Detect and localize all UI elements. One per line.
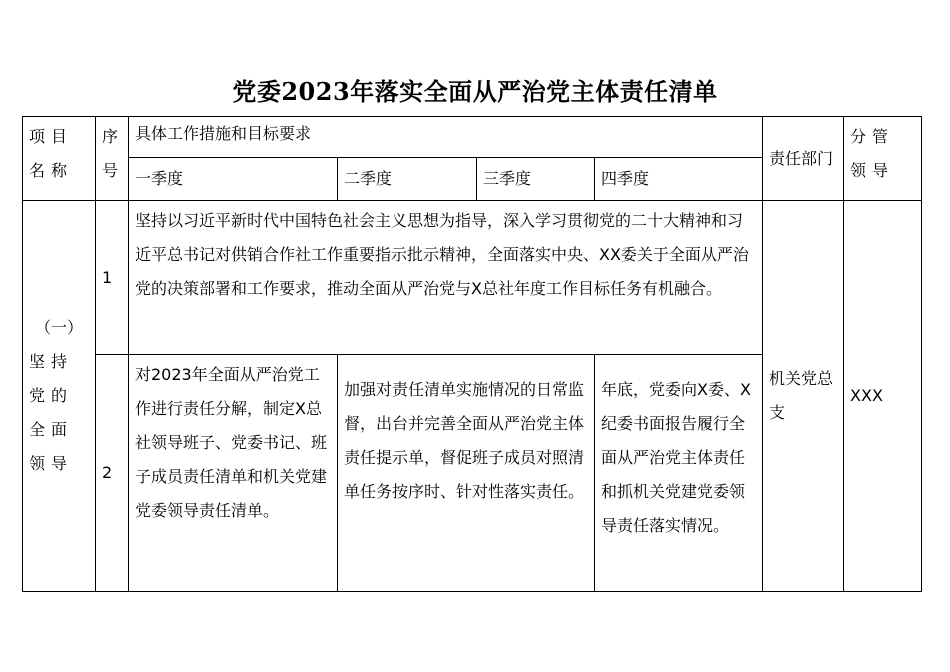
header-leader: 分管领导 (844, 117, 922, 201)
section-number: （一） (34, 318, 83, 337)
row-seq: 1 (96, 201, 129, 355)
section-cell (23, 201, 96, 592)
row-q2-q3-text: 加强对责任清单实施情况的日常监督，出台并完善全面从严治党主体责任提示单，督促班子成员对照清单任务按序时、针对性落实责任。 (338, 355, 595, 592)
document-title: 党委2023年落实全面从严治党主体责任清单 (232, 77, 718, 106)
header-dept: 责任部门 (763, 117, 844, 201)
table-row (23, 201, 922, 355)
responsibility-table (22, 116, 922, 592)
row-q4-text: 年底，党委向X委、X纪委书面报告履行全面从严治党主体责任和抓机关党建党委领导责任落实情况。 (595, 355, 763, 592)
header-seq: 序号 (96, 117, 129, 201)
row-seq: 2 (96, 355, 129, 592)
row-q1-text: 对2023年全面从严治党工作进行责任分解，制定X总社领导班子、党委书记、班子成员责任清单和机关党建党委领导责任清单。 (129, 355, 338, 592)
header-q4: 四季度 (595, 158, 763, 201)
header-measures: 具体工作措施和目标要求 (129, 117, 763, 158)
header-row (23, 117, 922, 158)
header-q3: 三季度 (477, 158, 595, 201)
row-measure-text: 坚持以习近平新时代中国特色社会主义思想为指导，深入学习贯彻党的二十大精神和习近平总书记对供销合作社工作重要指示批示精神，全面落实中央、XX委关于全面从严治党的决策部署和工作要求，推动全面从严治党与X总社年度工作目标任务有机融合。 (129, 201, 763, 355)
header-q2: 二季度 (338, 158, 477, 201)
header-project-name: 项目名称 (23, 117, 96, 201)
section-dept: 机关党总支 (763, 201, 844, 592)
header-q1: 一季度 (129, 158, 338, 201)
section-name: 坚持党的全面领导 (29, 352, 74, 473)
section-leader: XXX (844, 201, 922, 592)
